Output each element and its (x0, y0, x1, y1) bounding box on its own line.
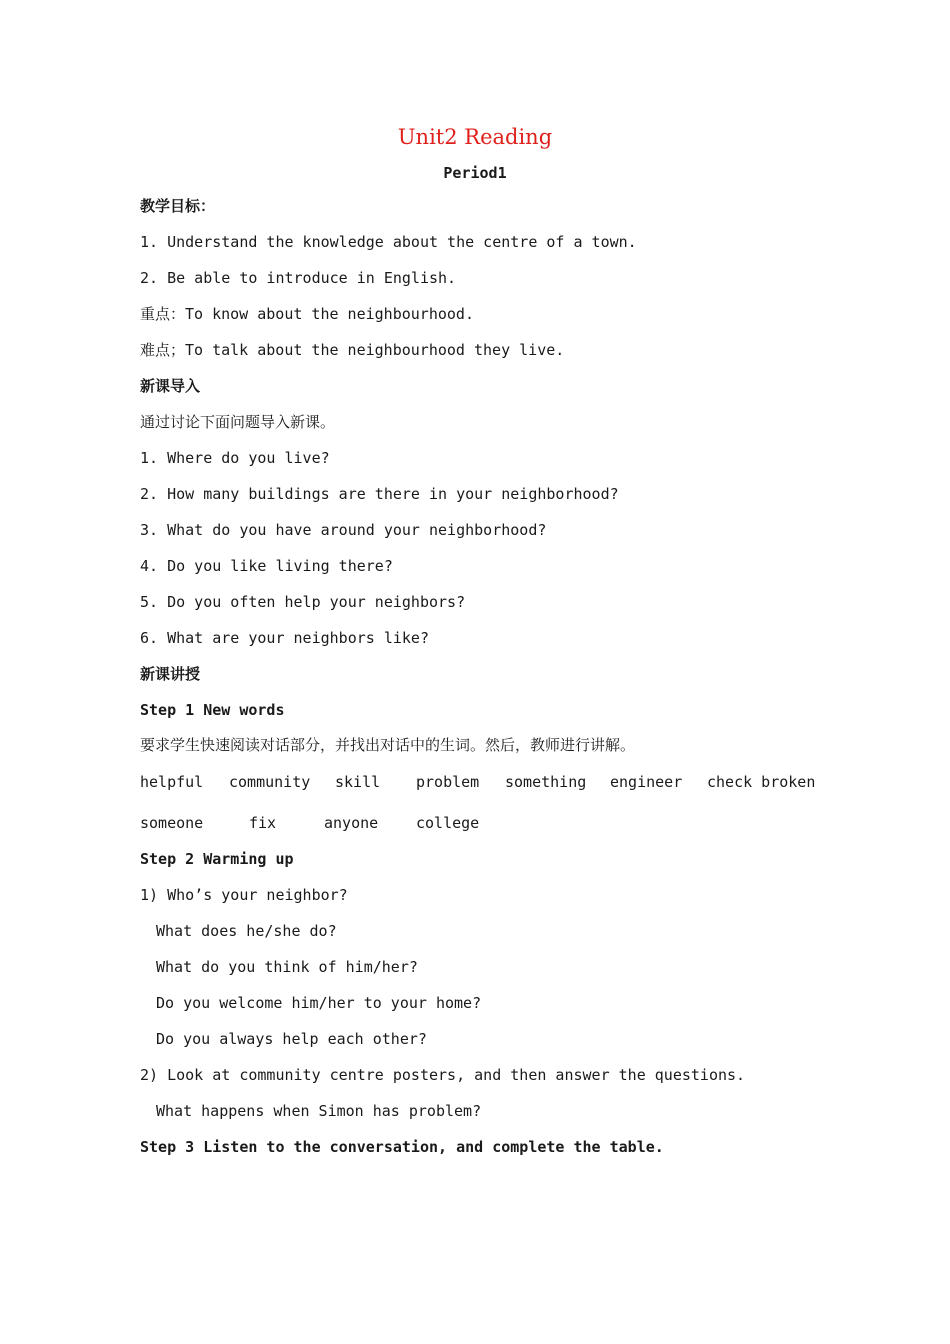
step2-part2: 2) Look at community centre posters, and then answer the questions. (140, 1066, 746, 1084)
vocab-word: something (505, 773, 587, 791)
vocab-word: engineer (610, 773, 683, 791)
intro-question: 2. How many buildings are there in your neighborhood? (140, 485, 619, 503)
step2-part2-question: What happens when Simon has problem? (156, 1102, 482, 1120)
intro-question: 4. Do you like living there? (140, 557, 393, 575)
step2-title: Step 2 Warming up (140, 850, 294, 868)
objective-item: 2. Be able to introduce in English. (140, 269, 457, 287)
vocab-word: fix (249, 814, 277, 832)
document-title: Unit2 Reading (397, 125, 553, 149)
period-label: Period1 (443, 164, 507, 182)
vocab-word: helpful (140, 773, 204, 791)
lesson-heading: 新课讲授 (140, 665, 201, 683)
step2-question: What do you think of him/her? (156, 958, 418, 976)
objectives-heading: 教学目标： (140, 197, 216, 215)
step2-question: What does he/she do? (156, 922, 337, 940)
vocab-word: check broken (707, 773, 816, 791)
step1-title: Step 1 New words (140, 701, 285, 719)
step2-question: Do you welcome him/her to your home? (156, 994, 482, 1012)
intro-question: 3. What do you have around your neighborhood? (140, 521, 547, 539)
objective-item: 1. Understand the knowledge about the centre of a town. (140, 233, 637, 251)
intro-question: 6. What are your neighbors like? (140, 629, 429, 647)
vocab-word: college (416, 814, 480, 832)
intro-heading: 新课导入 (140, 377, 201, 395)
vocab-word: community (229, 773, 311, 791)
vocab-word: problem (416, 773, 480, 791)
difficult-point: 难点；To talk about the neighbourhood they live. (140, 341, 565, 359)
intro-instruction: 通过讨论下面问题导入新课。 (140, 413, 336, 431)
vocab-word: someone (140, 814, 204, 832)
vocab-word: anyone (324, 814, 379, 832)
intro-question: 5. Do you often help your neighbors? (140, 593, 466, 611)
vocab-word: skill (335, 773, 381, 791)
step1-instruction: 要求学生快速阅读对话部分，并找出对话中的生词。然后，教师进行讲解。 (140, 736, 636, 754)
step2-question: Do you always help each other? (156, 1030, 427, 1048)
step3-title: Step 3 Listen to the conversation, and complete the table. (140, 1138, 664, 1156)
key-point: 重点：To know about the neighbourhood. (140, 305, 474, 323)
intro-question: 1. Where do you live? (140, 449, 330, 467)
step2-part1: 1) Who’s your neighbor? (140, 886, 348, 904)
